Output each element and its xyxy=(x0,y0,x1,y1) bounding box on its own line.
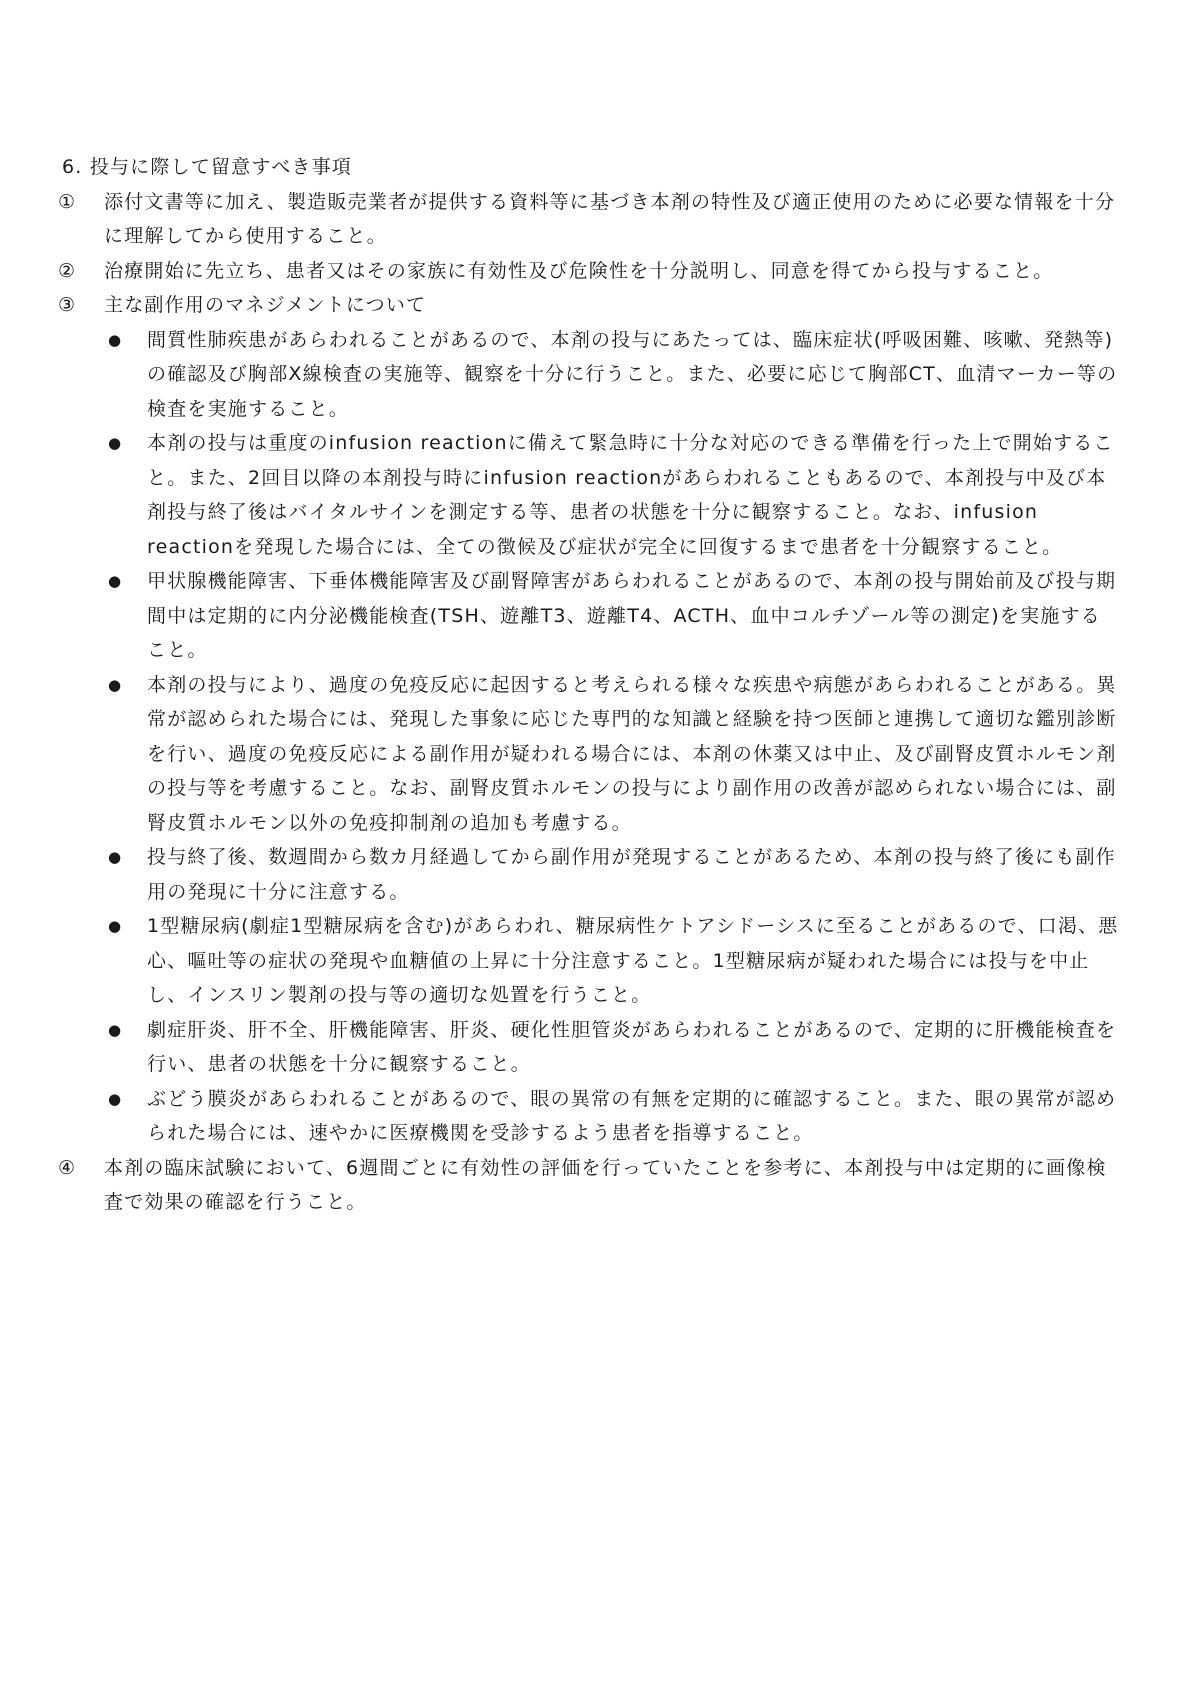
item-4 xyxy=(58,1151,1120,1220)
list-item-text: ぶどう膜炎があらわれることがあるので、眼の異常の有無を定期的に確認すること。また、眼の異常が認められた場合には、速やかに医療機関を受診するよう患者を指導すること。 xyxy=(147,1087,1117,1144)
list-item xyxy=(58,1082,1120,1151)
bullet-icon: ● xyxy=(108,675,123,694)
section-heading: 6. 投与に際して留意すべき事項 xyxy=(62,156,352,178)
list-item xyxy=(58,323,1120,427)
item-text: 本剤の臨床試験において、6週間ごとに有効性の評価を行っていたことを参考に、本剤投与中は定期的に画像検査で効果の確認を行うこと。 xyxy=(104,1156,1107,1213)
bullet-icon: ● xyxy=(108,572,123,590)
bullet-icon: ● xyxy=(108,1020,123,1039)
item-text: 添付文書等に加え、製造販売業者が提供する資料等に基づき本剤の特性及び適正使用のために必要な情報を十分に理解してから使用すること。 xyxy=(104,190,1116,247)
list-item xyxy=(58,909,1120,1013)
item-text: 主な副作用のマネジメントについて xyxy=(104,294,427,316)
item-3 xyxy=(58,288,1120,323)
item-number: ② xyxy=(58,259,77,282)
list-item xyxy=(58,668,1120,841)
list-item-text: 間質性肺疾患があらわれることがあるので、本剤の投与にあたっては、臨床症状(呼吸困難、咳嗽、発熱等)の確認及び胸部X線検査の実施等、観察を十分に行うこと。また、必要に応じて胸部CT、血清マーカー等の検査を実施すること。 xyxy=(147,328,1118,420)
list-item xyxy=(58,1013,1120,1082)
bullet-icon: ● xyxy=(108,330,123,349)
bullet-icon: ● xyxy=(108,434,123,452)
item-number: ④ xyxy=(58,1156,77,1179)
item-text: 治療開始に先立ち、患者又はその家族に有効性及び危険性を十分説明し、同意を得てから投与すること。 xyxy=(104,259,1054,282)
item-number: ① xyxy=(58,190,77,213)
list-item-text: 劇症肝炎、肝不全、肝機能障害、肝炎、硬化性胆管炎があらわれることがあるので、定期的に肝機能検査を行い、患者の状態を十分に観察すること。 xyxy=(147,1018,1117,1075)
side-effect-list xyxy=(58,323,1120,1151)
list-item-text: 本剤の投与により、過度の免疫反応に起因すると考えられる様々な疾患や病態があらわれることがある。異常が認められた場合には、発現した事象に応じた専門的な知識と経験を持つ医師と連携して適切な鑑別診断を行い、過度の免疫反応による副作用が疑われる場合には、本剤の休薬又は中止、及び副腎皮質ホルモン剤の投与等を考慮すること。なお、副腎皮質ホルモンの投与により副作用の改善が認められない場合には、副腎皮質ホルモン以外の免疫抑制剤の追加も考慮する。 xyxy=(147,673,1117,834)
list-item xyxy=(58,564,1120,668)
list-item xyxy=(58,426,1120,564)
list-item-text: 甲状腺機能障害、下垂体機能障害及び副腎障害があらわれることがあるので、本剤の投与開始前及び投与期間中は定期的に内分泌機能検査(TSH、遊離T3、遊離T4、ACTH、血中コルチゾール等の測定)を実施すること。 xyxy=(147,570,1117,661)
list-item-text: 1型糖尿病(劇症1型糖尿病を含む)があらわれ、糖尿病性ケトアシドーシスに至ることがあるので、口渇、悪心、嘔吐等の症状の発現や血糖値の上昇に十分注意すること。1型糖尿病が疑われた場合には投与を中止し、インスリン製剤の投与等の適切な処置を行うこと。 xyxy=(147,915,1119,1006)
item-1 xyxy=(58,185,1120,254)
item-number: ③ xyxy=(58,294,77,316)
bullet-icon: ● xyxy=(108,917,123,935)
list-item xyxy=(58,840,1120,909)
document-body xyxy=(58,150,1120,1220)
list-item-text: 投与終了後、数週間から数カ月経過してから副作用が発現することがあるため、本剤の投与終了後にも副作用の発現に十分に注意する。 xyxy=(147,846,1116,903)
item-2 xyxy=(58,254,1120,289)
list-item-text: 本剤の投与は重度のinfusion reactionに備えて緊急時に十分な対応のできる準備を行った上で開始すること。また、2回目以降の本剤投与時にinfusion reactionがあらわれることもあるので、本剤投与中及び本剤投与終了後はバイタルサインを測定する等、患者の状態を十分に観察すること。なお、infusion reactionを発現した場合には、全ての徴候及び症状が完全に回復するまで患者を十分観察すること。 xyxy=(147,432,1114,558)
bullet-icon: ● xyxy=(108,1089,123,1108)
bullet-icon: ● xyxy=(108,848,123,866)
